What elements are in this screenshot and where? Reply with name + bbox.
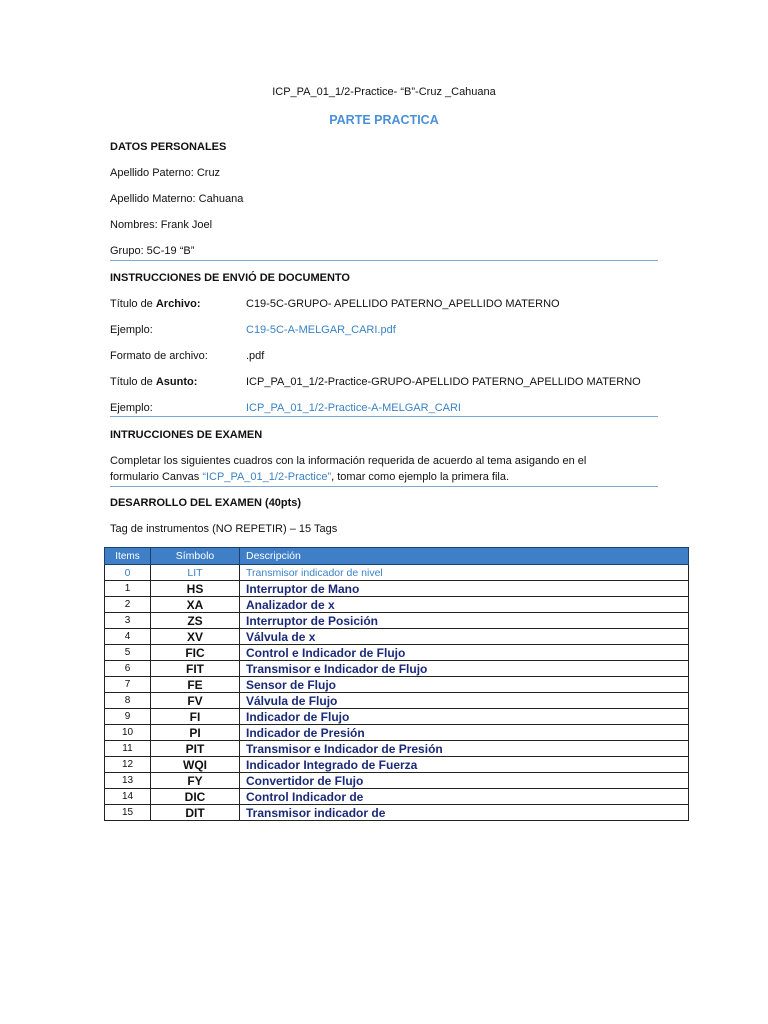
datos-personales-heading: DATOS PERSONALES [110, 141, 227, 153]
apellido-materno: Apellido Materno: Cahuana [110, 193, 244, 205]
cell-item: 12 [105, 757, 151, 773]
formato-label: Formato de archivo: [110, 350, 208, 362]
instrucciones-line-2 [110, 471, 509, 483]
section-title: PARTE PRACTICA [329, 113, 439, 127]
line-text: formulario Canvas [110, 471, 203, 483]
desarrollo-heading: DESARROLLO DEL EXAMEN (40pts) [110, 497, 302, 509]
cell-symbol: DIC [151, 789, 240, 805]
instrument-tag-table [104, 547, 689, 821]
cell-item: 13 [105, 773, 151, 789]
table-row [105, 581, 689, 597]
cell-item: 0 [105, 565, 151, 581]
cell-symbol: LIT [151, 565, 240, 581]
cell-item: 14 [105, 789, 151, 805]
grupo: Grupo: 5C-19 “B” [110, 245, 195, 257]
cell-description: Indicador Integrado de Fuerza [240, 757, 689, 773]
ejemplo-archivo-link[interactable]: C19-5C-A-MELGAR_CARI.pdf [246, 324, 396, 336]
cell-symbol: XA [151, 597, 240, 613]
table-header-row [105, 548, 689, 565]
cell-description: Válvula de Flujo [240, 693, 689, 709]
archivo-label [110, 298, 200, 310]
table-row [105, 629, 689, 645]
cell-description: Analizador de x [240, 597, 689, 613]
label-bold: Asunto: [155, 376, 198, 388]
label-bold: Archivo: [155, 298, 201, 310]
cell-symbol: FE [151, 677, 240, 693]
cell-symbol: FIT [151, 661, 240, 677]
cell-symbol: ZS [151, 613, 240, 629]
cell-symbol: WQI [151, 757, 240, 773]
ejemplo-asunto-label: Ejemplo: [110, 402, 153, 414]
header-items: Items [105, 548, 151, 565]
divider [110, 486, 658, 487]
table-row [105, 661, 689, 677]
desarrollo-subtitle: Tag de instrumentos (NO REPETIR) – 15 Tags [110, 523, 338, 535]
table-row [105, 789, 689, 805]
cell-description: Válvula de x [240, 629, 689, 645]
cell-description: Transmisor indicador de [240, 805, 689, 821]
canvas-form-link[interactable]: “ICP_PA_01_1/2-Practice” [202, 471, 332, 483]
cell-symbol: XV [151, 629, 240, 645]
cell-item: 8 [105, 693, 151, 709]
table-row [105, 725, 689, 741]
ejemplo-archivo-label: Ejemplo: [110, 324, 153, 336]
instrucciones-line-1: Completar los siguientes cuadros con la información requerida de acuerdo al tema asigando en el [110, 455, 587, 467]
cell-description: Interruptor de Posición [240, 613, 689, 629]
cell-description: Transmisor indicador de nivel [240, 565, 689, 581]
table-row [105, 741, 689, 757]
cell-description: Interruptor de Mano [240, 581, 689, 597]
cell-symbol: FI [151, 709, 240, 725]
label-text: Título de [110, 298, 156, 310]
table-row [105, 677, 689, 693]
cell-item: 6 [105, 661, 151, 677]
line-text: , tomar como ejemplo la primera fila. [331, 471, 510, 483]
cell-item: 11 [105, 741, 151, 757]
cell-description: Control e Indicador de Flujo [240, 645, 689, 661]
header-descripcion: Descripción [240, 548, 689, 565]
cell-symbol: FIC [151, 645, 240, 661]
formato-value: .pdf [246, 350, 265, 362]
cell-item: 5 [105, 645, 151, 661]
cell-item: 1 [105, 581, 151, 597]
cell-item: 2 [105, 597, 151, 613]
table-row [105, 613, 689, 629]
cell-symbol: DIT [151, 805, 240, 821]
cell-symbol: HS [151, 581, 240, 597]
nombres: Nombres: Frank Joel [110, 219, 213, 231]
cell-symbol: PIT [151, 741, 240, 757]
archivo-value: C19-5C-GRUPO- APELLIDO PATERNO_APELLIDO MATERNO [246, 298, 560, 310]
document-title: ICP_PA_01_1/2-Practice- “B”-Cruz _Cahuana [272, 86, 496, 98]
cell-symbol: FY [151, 773, 240, 789]
header-simbolo: Símbolo [151, 548, 240, 565]
asunto-label [110, 376, 197, 388]
instrucciones-examen-heading: INTRUCCIONES DE EXAMEN [110, 429, 263, 441]
example-row [105, 565, 689, 581]
ejemplo-asunto-link[interactable]: ICP_PA_01_1/2-Practice-A-MELGAR_CARI [246, 402, 461, 414]
table-row [105, 645, 689, 661]
cell-item: 9 [105, 709, 151, 725]
table-row [105, 805, 689, 821]
table-row [105, 773, 689, 789]
table-row [105, 693, 689, 709]
cell-description: Transmisor e Indicador de Flujo [240, 661, 689, 677]
label-text: Título de [110, 376, 156, 388]
cell-description: Transmisor e Indicador de Presión [240, 741, 689, 757]
cell-symbol: FV [151, 693, 240, 709]
cell-item: 3 [105, 613, 151, 629]
cell-item: 10 [105, 725, 151, 741]
apellido-paterno: Apellido Paterno: Cruz [110, 167, 221, 179]
cell-description: Sensor de Flujo [240, 677, 689, 693]
table-row [105, 709, 689, 725]
divider [110, 260, 658, 261]
table-row [105, 757, 689, 773]
instrucciones-envio-heading: INSTRUCCIONES DE ENVIÓ DE DOCUMENTO [110, 272, 350, 284]
cell-description: Control Indicador de [240, 789, 689, 805]
cell-description: Indicador de Flujo [240, 709, 689, 725]
cell-description: Convertidor de Flujo [240, 773, 689, 789]
cell-item: 7 [105, 677, 151, 693]
cell-description: Indicador de Presión [240, 725, 689, 741]
cell-symbol: PI [151, 725, 240, 741]
asunto-value: ICP_PA_01_1/2-Practice-GRUPO-APELLIDO PATERNO_APELLIDO MATERNO [246, 376, 641, 388]
cell-item: 15 [105, 805, 151, 821]
cell-item: 4 [105, 629, 151, 645]
table-row [105, 597, 689, 613]
divider [110, 416, 658, 417]
